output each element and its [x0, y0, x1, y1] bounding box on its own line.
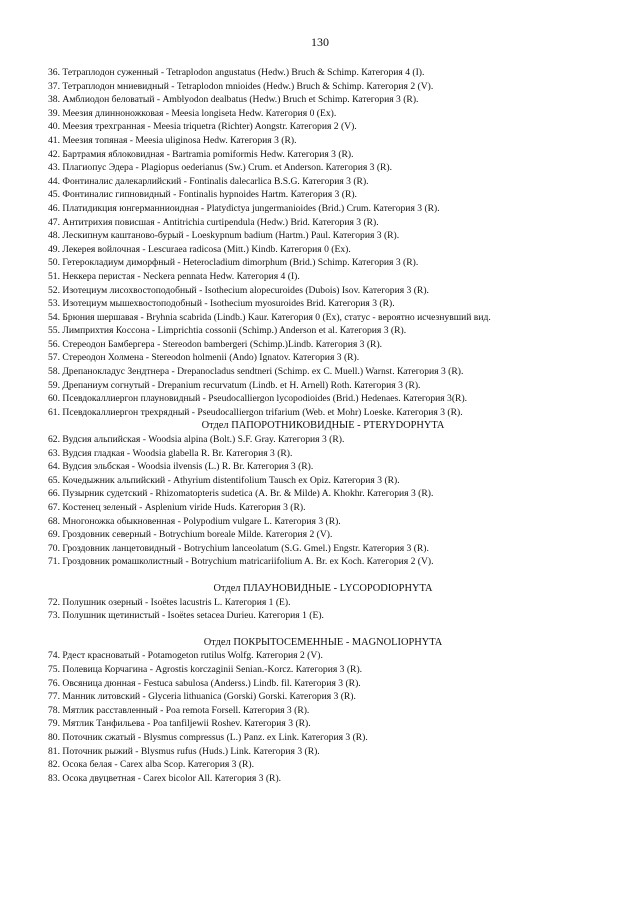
section-heading: Отдел ПЛАУНОВИДНЫЕ - LYCOPODIOPHYTA: [213, 582, 433, 594]
list-item: 59. Дрепаниум согнутый - Drepanium recurvatum (Lindb. et H. Arnell) Roth. Категория 3 (R).: [48, 379, 421, 391]
list-item: 64. Вудсия эльбская - Woodsia ilvensis (L.) R. Br. Категория 3 (R).: [48, 461, 314, 473]
list-item: 80. Поточник сжатый - Blysmus compressus (L.) Panz. ex Link. Категория 3 (R).: [48, 731, 368, 743]
list-item: 51. Неккера перистая - Neckera pennata Hedw. Категория 4 (I).: [48, 270, 300, 282]
list-item: 74. Рдест красноватый - Potamogeton rutilus Wolfg. Категория 2 (V).: [48, 650, 323, 662]
species-list: [48, 66, 598, 785]
list-item: 56. Стереодон Бамбергера - Stereodon bambergeri (Schimp.)Lindb. Категория 3 (R).: [48, 338, 383, 350]
list-item: 43. Плагиопус Эдера - Plagiopus oederianus (Sw.) Crum. et Anderson. Категория 3 (R).: [48, 162, 393, 174]
list-item: 83. Осока двуцветная - Carex bicolor All. Категория 3 (R).: [48, 772, 282, 784]
list-item: 57. Стереодон Холмена - Stereodon holmenii (Ando) Ignatov. Категория 3 (R).: [48, 352, 360, 364]
list-item: 38. Амблиодон беловатый - Amblyodon dealbatus (Hedw.) Bruch et Schimp. Категория 3 (R).: [48, 94, 419, 106]
list-item: 40. Меезия трехгранная - Meesia triquetra (Richter) Aongstr. Категория 2 (V).: [48, 121, 357, 133]
list-item: 76. Овсяница дюнная - Festuca sabulosa (Anderss.) Lindb. fil. Категория 3 (R).: [48, 677, 361, 689]
list-item: 44. Фонтиналис далекарлийский - Fontinalis dalecarlica B.S.G. Категория 3 (R).: [48, 175, 369, 187]
list-item: 82. Осока белая - Carex alba Scop. Категория 3 (R).: [48, 759, 255, 771]
list-item: 60. Псевдокаллиергон плауновидный - Pseudocalliergon lycopodioides (Brid.) Hedenaes. Категория 3(R).: [48, 393, 468, 405]
list-item: 39. Меезия длинноножковая - Meesia longiseta Hedw. Категория 0 (Ex).: [48, 107, 337, 119]
list-item: 69. Гроздовник северный - Botrychium boreale Milde. Категория 2 (V).: [48, 529, 333, 541]
list-item: 50. Гетерокладиум диморфный - Heterocladium dimorphum (Brid.) Schimp. Категория 3 (R).: [48, 257, 419, 269]
list-item: 62. Вудсия альпийская - Woodsia alpina (Bolt.) S.F. Gray. Категория 3 (R).: [48, 434, 345, 446]
list-item: 46. Платидикция юнгерманниоидная - Platydictya jungermanioides (Brid.) Crum. Категория 3 (R).: [48, 202, 440, 214]
section-heading: Отдел ПАПОРОТНИКОВИДНЫЕ - PTERYDOPHYTA: [201, 420, 445, 432]
list-item: 81. Поточник рыжий - Blysmus rufus (Huds.) Link. Категория 3 (R).: [48, 745, 320, 757]
list-item: 73. Полушник щетинистый - Isoёtes setacea Durieu. Категория 1 (E).: [48, 610, 324, 622]
list-item: 79. Мятлик Танфильева - Poa tanfiljewii Roshev. Категория 3 (R).: [48, 718, 311, 730]
list-item: 75. Полевица Корчагина - Agrostis korczaginii Senian.-Korcz. Категория 3 (R).: [48, 663, 363, 675]
list-item: 66. Пузырник судетский - Rhizomatopteris sudetica (A. Br. & Milde) A. Khokhr. Категория 3 (R).: [48, 488, 434, 500]
page-number: 130: [311, 35, 329, 49]
list-item: 54. Брюния шершавая - Bryhnia scabrida (Lindb.) Kaur. Категория 0 (Ex), статус - вероятно исчезнувший вид.: [48, 311, 491, 323]
list-item: 48. Лескипнум каштаново-бурый - Loeskypnum badium (Hartm.) Paul. Категория 3 (R).: [48, 230, 400, 242]
list-item: 67. Костенец зеленый - Asplenium viride Huds. Категория 3 (R).: [48, 502, 306, 513]
list-item: 68. Многоножка обыкновенная - Polypodium vulgare L. Категория 3 (R).: [48, 515, 341, 527]
list-item: 71. Гроздовник ромашколистный - Botrychium matricariifolium A. Br. ex Koch. Категория 2 (V).: [48, 556, 434, 568]
list-item: 36. Тетраплодон суженный - Tetraplodon angustatus (Hedw.) Bruch & Schimp. Категория 4 (I).: [48, 67, 425, 78]
list-item: 55. Лимприхтия Коссона - Limprichtia cossonii (Schimp.) Anderson et al. Категория 3 (R).: [48, 325, 407, 337]
list-item: 42. Бартрамия яблоковидная - Bartramia pomiformis Hedw. Категория 3 (R).: [48, 148, 354, 160]
list-item: 58. Дрепанокладус Зендтнера - Drepanocladus sendtneri (Schimp. ex C. Muell.) Warnst. Категория 3 (R).: [48, 366, 464, 378]
list-item: 72. Полушник озерный - Isoёtes lacustris L. Категория 1 (E).: [48, 596, 291, 608]
list-item: 41. Меезия топяная - Meesia uliginosa Hedw. Категория 3 (R).: [48, 134, 297, 146]
list-item: 77. Манник литовский - Glyceria lithuanica (Gorski) Gorski. Категория 3 (R).: [48, 691, 356, 703]
list-item: 52. Изотециум лисохвостоподобный - Isothecium alopecuroides (Dubois) Isov. Категория 3 (R).: [48, 284, 429, 296]
list-item: 65. Кочедыжник альпийский - Athyrium distentifolium Tausch ex Opiz. Категория 3 (R).: [48, 474, 400, 486]
list-item: 49. Лекерея войлочная - Lescuraea radicosa (Mitt.) Kindb. Категория 0 (Ex).: [48, 243, 351, 255]
list-item: 70. Гроздовник ланцетовидный - Botrychium lanceolatum (S.G. Gmel.) Engstr. Категория 3 (R).: [48, 542, 429, 554]
list-item: 78. Мятлик расставленный - Poa remota Forsell. Категория 3 (R).: [48, 704, 310, 716]
list-item: 61. Псевдокаллиергон трехрядный - Pseudocalliergon trifarium (Web. et Mohr) Loeske. Категория 3 (R).: [48, 406, 463, 418]
section-heading: Отдел ПОКРЫТОСЕМЕННЫЕ - MAGNOLIOPHYTA: [203, 636, 443, 648]
list-item: 37. Тетраплодон мниевидный - Tetraplodon mnioides (Hedw.) Bruch & Schimp. Категория 2 (V).: [48, 80, 434, 92]
list-item: 63. Вудсия гладкая - Woodsia glabella R. Br. Категория 3 (R).: [48, 447, 293, 459]
list-item: 45. Фонтиналис гипновидный - Fontinalis hypnoides Hartm. Категория 3 (R).: [48, 189, 357, 201]
list-item: 53. Изотециум мышехвостоподобный - Isothecium myosuroides Brid. Категория 3 (R).: [48, 298, 395, 310]
list-item: 47. Антитрихия повисшая - Antitrichia curtipendula (Hedw.) Brid. Категория 3 (R).: [48, 216, 379, 228]
